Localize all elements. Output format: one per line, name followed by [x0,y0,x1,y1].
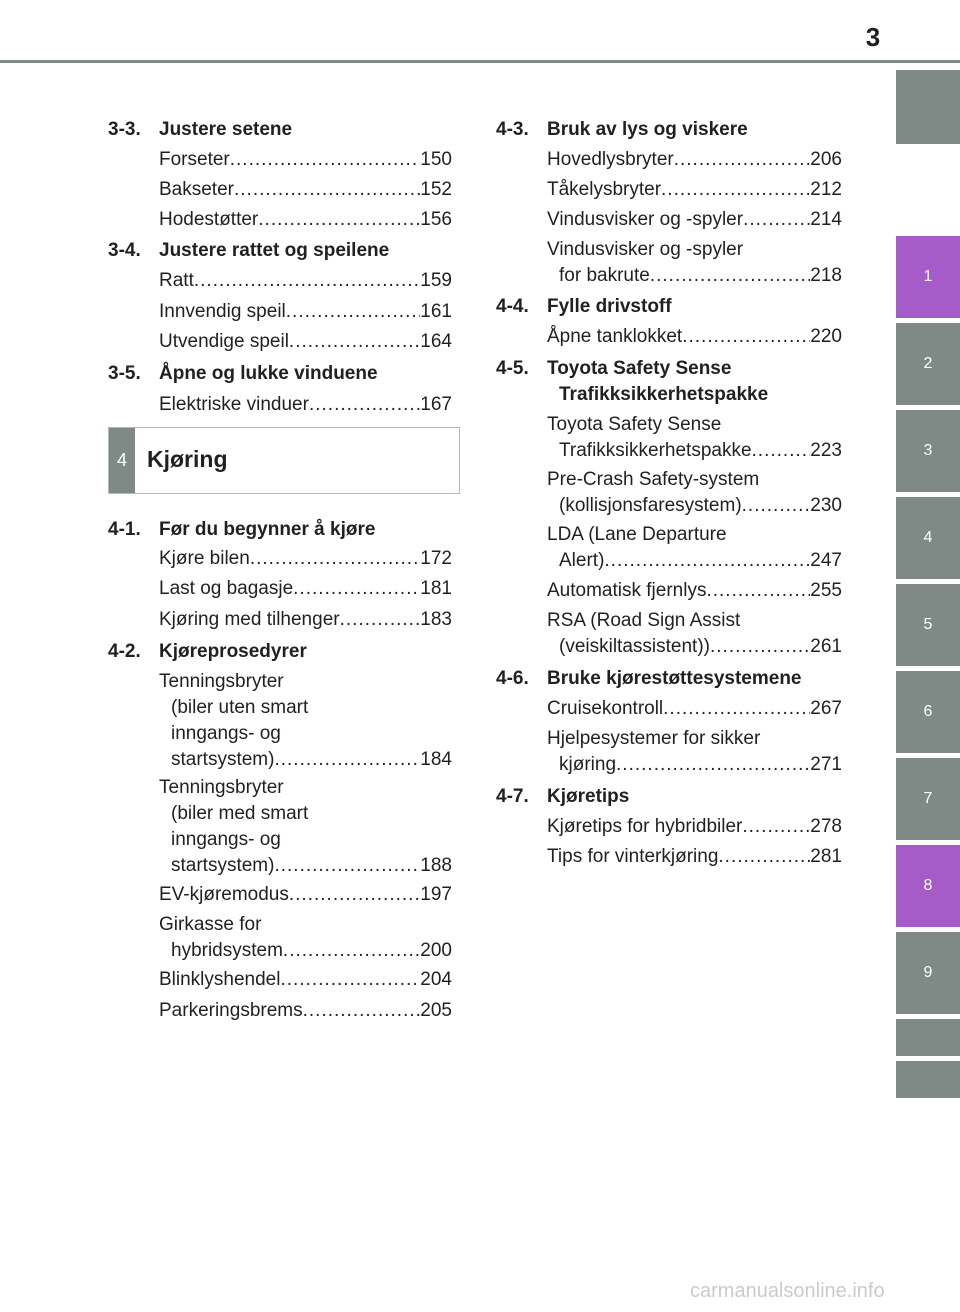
side-tab-label: 4 [923,529,933,546]
toc-entry[interactable] [547,467,842,519]
toc-entry[interactable] [159,882,452,908]
entry-page: 164 [420,331,452,352]
entry-text: Innvendig speil [159,301,286,322]
entry-page: 267 [810,698,842,719]
entry-page: 181 [420,578,452,599]
entry-text: Utvendige speil [159,331,289,352]
entry-page: 261 [810,636,842,657]
side-tab-blank-top[interactable] [896,70,960,144]
toc-entry[interactable] [159,669,452,773]
section-title: Kjøretips [547,786,630,807]
entry-page: 200 [420,940,452,961]
entry-text: Vindusvisker og -spyler [547,209,744,230]
toc-entry[interactable] [547,844,842,870]
entry-page: 255 [810,580,842,601]
entry-page: 152 [420,179,452,200]
entry-page: 278 [810,816,842,837]
toc-section-heading[interactable] [496,356,768,408]
entry-text: Hovedlysbryter [547,149,674,170]
section-title: Fylle drivstoff [547,296,672,317]
toc-section-heading[interactable] [108,238,389,264]
entry-page: 223 [810,440,842,461]
entry-page: 247 [810,550,842,571]
entry-text: kjøring [559,754,617,775]
toc-entry[interactable] [159,268,452,294]
side-tab-9[interactable] [896,932,960,1014]
entry-text: EV-kjøremodus [159,884,289,905]
side-tab-6[interactable] [896,671,960,753]
toc-section-heading[interactable] [496,666,802,692]
section-title: Bruke kjørestøttesystemene [547,668,802,689]
section-number: 3-5. [108,363,141,384]
side-tab-label: 2 [923,355,933,372]
toc-entry[interactable] [547,578,842,604]
entry-text: (biler uten smart [171,697,309,718]
chapter-heading-box [108,427,460,494]
entry-text: Pre-Crash Safety-system [547,469,760,490]
entry-text: hybridsystem [171,940,283,961]
entry-text: Automatisk fjernlys [547,580,707,601]
entry-page: 204 [420,969,452,990]
entry-page: 184 [420,749,452,770]
side-tab-blank-1[interactable] [896,1019,960,1056]
toc-section-heading[interactable] [496,294,672,320]
side-tab-1[interactable] [896,236,960,318]
toc-entry[interactable] [159,329,452,355]
side-tab-2[interactable] [896,323,960,405]
side-tab-label: 1 [923,268,933,285]
toc-entry[interactable] [159,576,452,602]
section-title: Bruk av lys og viskere [547,119,748,140]
toc-section-heading[interactable] [108,361,378,387]
entry-text: (biler med smart [171,803,309,824]
entry-text: Forseter [159,149,230,170]
toc-entry[interactable] [159,207,452,233]
entry-page: 230 [810,495,842,516]
entry-page: 205 [420,1000,452,1021]
toc-section-heading[interactable] [496,117,748,143]
entry-text: Toyota Safety Sense [547,414,722,435]
entry-text: Blinklyshendel [159,969,281,990]
entry-page: 271 [810,754,842,775]
entry-page: 218 [810,265,842,286]
entry-text: startsystem) [171,855,275,876]
entry-page: 281 [810,846,842,867]
entry-text: Tenningsbryter [159,777,284,798]
section-number: 4-4. [496,296,529,317]
entry-text: Hodestøtter [159,209,259,230]
section-number: 4-5. [496,358,529,379]
entry-text: Trafikksikkerhetspakke [559,440,752,461]
toc-section-heading[interactable] [108,639,307,665]
section-title: Åpne og lukke vinduene [159,363,378,384]
toc-entry[interactable] [159,912,452,964]
section-number: 4-6. [496,668,529,689]
entry-page: 212 [810,179,842,200]
side-tab-3[interactable] [896,410,960,492]
side-tab-label: 6 [923,703,933,720]
entry-text: Alert) [559,550,605,571]
entry-page: 150 [420,149,452,170]
toc-entry[interactable] [547,814,842,840]
toc-entry[interactable] [159,998,452,1024]
entry-text: Kjøretips for hybridbiler [547,816,743,837]
section-number: 4-2. [108,641,141,662]
entry-text: Last og bagasje [159,578,294,599]
entry-page: 214 [810,209,842,230]
toc-entry[interactable] [159,607,452,633]
entry-page: 206 [810,149,842,170]
toc-section-heading[interactable] [108,517,375,543]
toc-entry[interactable] [547,608,842,660]
entry-text: (kollisjonsfaresystem) [559,495,742,516]
toc-entry[interactable] [159,147,452,173]
toc-entry[interactable] [159,967,452,993]
side-tab-4[interactable] [896,497,960,579]
entry-text: RSA (Road Sign Assist [547,610,741,631]
entry-page: 220 [810,326,842,347]
toc-entry[interactable] [547,726,842,778]
toc-entry[interactable] [547,237,842,289]
section-number: 4-3. [496,119,529,140]
toc-entry[interactable] [547,177,842,203]
toc-entry[interactable] [547,207,842,233]
toc-entry[interactable] [159,775,452,879]
section-title: Justere setene [159,119,293,140]
entry-text: for bakrute [559,265,650,286]
toc-entry[interactable] [159,299,452,325]
section-number: 4-7. [496,786,529,807]
toc-entry[interactable] [547,522,842,574]
side-tab-7[interactable] [896,758,960,840]
side-tab-5[interactable] [896,584,960,666]
entry-page: 161 [420,301,452,322]
toc-entry[interactable] [547,147,842,173]
section-number: 3-3. [108,119,141,140]
entry-page: 172 [420,548,452,569]
entry-text: inngangs- og [171,723,281,744]
entry-page: 183 [420,609,452,630]
entry-text: Girkasse for [159,914,262,935]
section-title: Kjøreprosedyrer [159,641,307,662]
entry-text: Vindusvisker og -spyler [547,239,744,260]
side-tab-blank-2[interactable] [896,1061,960,1098]
toc-section-heading[interactable] [496,784,629,810]
entry-text: Ratt [159,270,194,291]
side-tab-label: 3 [923,442,933,459]
entry-text: Tåkelysbryter [547,179,662,200]
header-divider [0,60,960,63]
entry-text: Tips for vinterkjøring [547,846,719,867]
entry-text: Bakseter [159,179,234,200]
section-number: 3-4. [108,240,141,261]
chapter-number-badge: 4 [109,428,135,493]
toc-entry[interactable] [547,324,842,350]
entry-text: Elektriske vinduer [159,394,309,415]
entry-page: 156 [420,209,452,230]
entry-text: Parkeringsbrems [159,1000,303,1021]
entry-text: Cruisekontroll [547,698,664,719]
entry-text: Hjelpesystemer for sikker [547,728,761,749]
toc-entry[interactable] [159,546,452,572]
side-tab-8[interactable] [896,845,960,927]
page-number: 3 [865,22,881,52]
entry-text: Tenningsbryter [159,671,284,692]
entry-text: Kjøring med tilhenger [159,609,340,630]
section-title: Før du begynner å kjøre [159,519,376,540]
entry-text: Åpne tanklokket [547,326,683,347]
entry-text: startsystem) [171,749,275,770]
entry-text: (veiskiltassistent)) [559,636,710,657]
entry-page: 197 [420,884,452,905]
section-title: Toyota Safety Sense [547,358,732,379]
section-title: Trafikksikkerhetspakke [559,384,769,405]
side-tab-label: 5 [923,616,933,633]
side-tab-label: 8 [923,877,933,894]
toc-entry[interactable] [159,177,452,203]
entry-page: 159 [420,270,452,291]
entry-text: inngangs- og [171,829,281,850]
toc-entry[interactable] [547,412,842,464]
section-number: 4-1. [108,519,141,540]
entry-text: LDA (Lane Departure [547,524,727,545]
toc-entry[interactable] [547,696,842,722]
side-tab-label: 9 [923,964,933,981]
watermark: carmanualsonline.info [690,1280,885,1302]
entry-page: 188 [420,855,452,876]
section-title: Justere rattet og speilene [159,240,390,261]
chapter-title: Kjøring [147,446,228,472]
entry-page: 167 [420,394,452,415]
side-tab-label: 7 [923,790,933,807]
toc-entry[interactable] [159,392,452,418]
entry-text: Kjøre bilen [159,548,250,569]
toc-section-heading[interactable] [108,117,292,143]
